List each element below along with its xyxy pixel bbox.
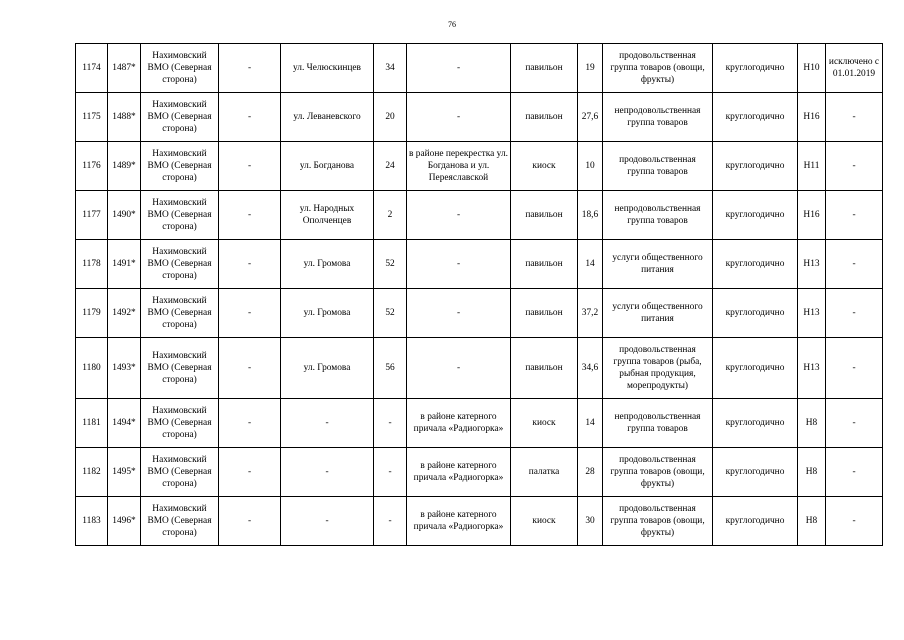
cell-specialization: продовольственная группа товаров (рыба, рыбная продукция, морепродукты) (603, 338, 713, 399)
cell-street: ул. Народных Ополченцев (281, 191, 374, 240)
trade-objects-table (75, 43, 883, 546)
cell-note: - (826, 497, 883, 546)
cell-object-type: киоск (511, 142, 578, 191)
cell-specialization: услуги общественного питания (603, 240, 713, 289)
cell-period: круглогодично (713, 338, 798, 399)
cell-registry-number: 1496* (108, 497, 141, 546)
cell-district: Нахимовский ВМО (Северная сторона) (141, 191, 219, 240)
cell-street: - (281, 399, 374, 448)
cell-location-note: в районе катерного причала «Радиогорка» (407, 497, 511, 546)
table-row (76, 448, 883, 497)
cell-scheme-code: Н11 (798, 142, 826, 191)
cell-registry-number: 1495* (108, 448, 141, 497)
cell-area: 34,6 (578, 338, 603, 399)
cell-registry-number: 1491* (108, 240, 141, 289)
cell-area: 19 (578, 44, 603, 93)
cell-registry-number: 1489* (108, 142, 141, 191)
cell-period: круглогодично (713, 191, 798, 240)
cell-address-extra: - (219, 338, 281, 399)
cell-row-number: 1174 (76, 44, 108, 93)
cell-specialization: продовольственная группа товаров (овощи, фрукты) (603, 448, 713, 497)
cell-scheme-code: Н10 (798, 44, 826, 93)
cell-note: - (826, 142, 883, 191)
cell-row-number: 1182 (76, 448, 108, 497)
cell-scheme-code: Н8 (798, 497, 826, 546)
cell-house-number: - (374, 448, 407, 497)
cell-specialization: продовольственная группа товаров (603, 142, 713, 191)
cell-address-extra: - (219, 399, 281, 448)
table-row (76, 44, 883, 93)
cell-district: Нахимовский ВМО (Северная сторона) (141, 399, 219, 448)
cell-house-number: - (374, 399, 407, 448)
cell-area: 14 (578, 399, 603, 448)
cell-note: - (826, 338, 883, 399)
cell-note: - (826, 191, 883, 240)
table-row (76, 191, 883, 240)
cell-area: 10 (578, 142, 603, 191)
cell-house-number: 52 (374, 289, 407, 338)
cell-area: 30 (578, 497, 603, 546)
cell-street: ул. Челюскинцев (281, 44, 374, 93)
table-row (76, 338, 883, 399)
cell-object-type: павильон (511, 289, 578, 338)
cell-row-number: 1178 (76, 240, 108, 289)
cell-address-extra: - (219, 497, 281, 546)
cell-registry-number: 1494* (108, 399, 141, 448)
cell-note: исключено с 01.01.2019 (826, 44, 883, 93)
cell-house-number: 2 (374, 191, 407, 240)
cell-location-note: - (407, 44, 511, 93)
cell-row-number: 1183 (76, 497, 108, 546)
cell-specialization: услуги общественного питания (603, 289, 713, 338)
cell-district: Нахимовский ВМО (Северная сторона) (141, 497, 219, 546)
cell-street: ул. Громова (281, 338, 374, 399)
cell-district: Нахимовский ВМО (Северная сторона) (141, 338, 219, 399)
cell-note: - (826, 93, 883, 142)
cell-location-note: - (407, 191, 511, 240)
cell-row-number: 1175 (76, 93, 108, 142)
cell-house-number: 34 (374, 44, 407, 93)
cell-scheme-code: Н13 (798, 338, 826, 399)
cell-object-type: павильон (511, 93, 578, 142)
cell-row-number: 1179 (76, 289, 108, 338)
cell-district: Нахимовский ВМО (Северная сторона) (141, 93, 219, 142)
cell-specialization: продовольственная группа товаров (овощи, фрукты) (603, 497, 713, 546)
cell-street: ул. Громова (281, 240, 374, 289)
cell-address-extra: - (219, 142, 281, 191)
cell-district: Нахимовский ВМО (Северная сторона) (141, 289, 219, 338)
cell-note: - (826, 240, 883, 289)
cell-location-note: - (407, 338, 511, 399)
cell-row-number: 1181 (76, 399, 108, 448)
cell-location-note: в районе перекрестка ул. Богданова и ул. Переяславской (407, 142, 511, 191)
cell-scheme-code: Н16 (798, 191, 826, 240)
cell-area: 28 (578, 448, 603, 497)
table-row (76, 399, 883, 448)
cell-specialization: продовольственная группа товаров (овощи, фрукты) (603, 44, 713, 93)
cell-street: - (281, 497, 374, 546)
cell-district: Нахимовский ВМО (Северная сторона) (141, 142, 219, 191)
cell-specialization: непродовольственная группа товаров (603, 399, 713, 448)
cell-period: круглогодично (713, 289, 798, 338)
cell-row-number: 1176 (76, 142, 108, 191)
cell-address-extra: - (219, 289, 281, 338)
cell-registry-number: 1493* (108, 338, 141, 399)
cell-street: ул. Громова (281, 289, 374, 338)
cell-address-extra: - (219, 44, 281, 93)
cell-registry-number: 1490* (108, 191, 141, 240)
cell-house-number: - (374, 497, 407, 546)
cell-house-number: 24 (374, 142, 407, 191)
cell-area: 37,2 (578, 289, 603, 338)
cell-registry-number: 1487* (108, 44, 141, 93)
table-row (76, 240, 883, 289)
cell-location-note: - (407, 289, 511, 338)
cell-address-extra: - (219, 93, 281, 142)
cell-object-type: киоск (511, 399, 578, 448)
cell-scheme-code: Н8 (798, 448, 826, 497)
cell-street: ул. Богданова (281, 142, 374, 191)
cell-object-type: павильон (511, 240, 578, 289)
cell-scheme-code: Н8 (798, 399, 826, 448)
cell-location-note: - (407, 240, 511, 289)
cell-note: - (826, 399, 883, 448)
cell-district: Нахимовский ВМО (Северная сторона) (141, 44, 219, 93)
cell-period: круглогодично (713, 93, 798, 142)
cell-house-number: 56 (374, 338, 407, 399)
cell-object-type: павильон (511, 191, 578, 240)
cell-scheme-code: Н16 (798, 93, 826, 142)
cell-object-type: павильон (511, 338, 578, 399)
cell-address-extra: - (219, 240, 281, 289)
cell-period: круглогодично (713, 142, 798, 191)
table-row (76, 142, 883, 191)
cell-row-number: 1177 (76, 191, 108, 240)
cell-district: Нахимовский ВМО (Северная сторона) (141, 240, 219, 289)
cell-period: круглогодично (713, 399, 798, 448)
cell-house-number: 20 (374, 93, 407, 142)
cell-location-note: в районе катерного причала «Радиогорка» (407, 399, 511, 448)
table-row (76, 497, 883, 546)
cell-scheme-code: Н13 (798, 289, 826, 338)
cell-object-type: киоск (511, 497, 578, 546)
cell-address-extra: - (219, 448, 281, 497)
cell-house-number: 52 (374, 240, 407, 289)
cell-address-extra: - (219, 191, 281, 240)
cell-registry-number: 1492* (108, 289, 141, 338)
cell-street: - (281, 448, 374, 497)
cell-row-number: 1180 (76, 338, 108, 399)
cell-area: 27,6 (578, 93, 603, 142)
cell-area: 18,6 (578, 191, 603, 240)
cell-street: ул. Леваневского (281, 93, 374, 142)
cell-location-note: - (407, 93, 511, 142)
cell-scheme-code: Н13 (798, 240, 826, 289)
table-row (76, 93, 883, 142)
cell-period: круглогодично (713, 497, 798, 546)
cell-note: - (826, 448, 883, 497)
table-row (76, 289, 883, 338)
cell-period: круглогодично (713, 240, 798, 289)
cell-period: круглогодично (713, 44, 798, 93)
cell-specialization: непродовольственная группа товаров (603, 93, 713, 142)
cell-location-note: в районе катерного причала «Радиогорка» (407, 448, 511, 497)
cell-district: Нахимовский ВМО (Северная сторона) (141, 448, 219, 497)
page-number: 76 (448, 20, 456, 29)
cell-period: круглогодично (713, 448, 798, 497)
cell-area: 14 (578, 240, 603, 289)
cell-object-type: палатка (511, 448, 578, 497)
cell-registry-number: 1488* (108, 93, 141, 142)
cell-object-type: павильон (511, 44, 578, 93)
cell-note: - (826, 289, 883, 338)
table-body (76, 44, 883, 546)
cell-specialization: непродовольственная группа товаров (603, 191, 713, 240)
